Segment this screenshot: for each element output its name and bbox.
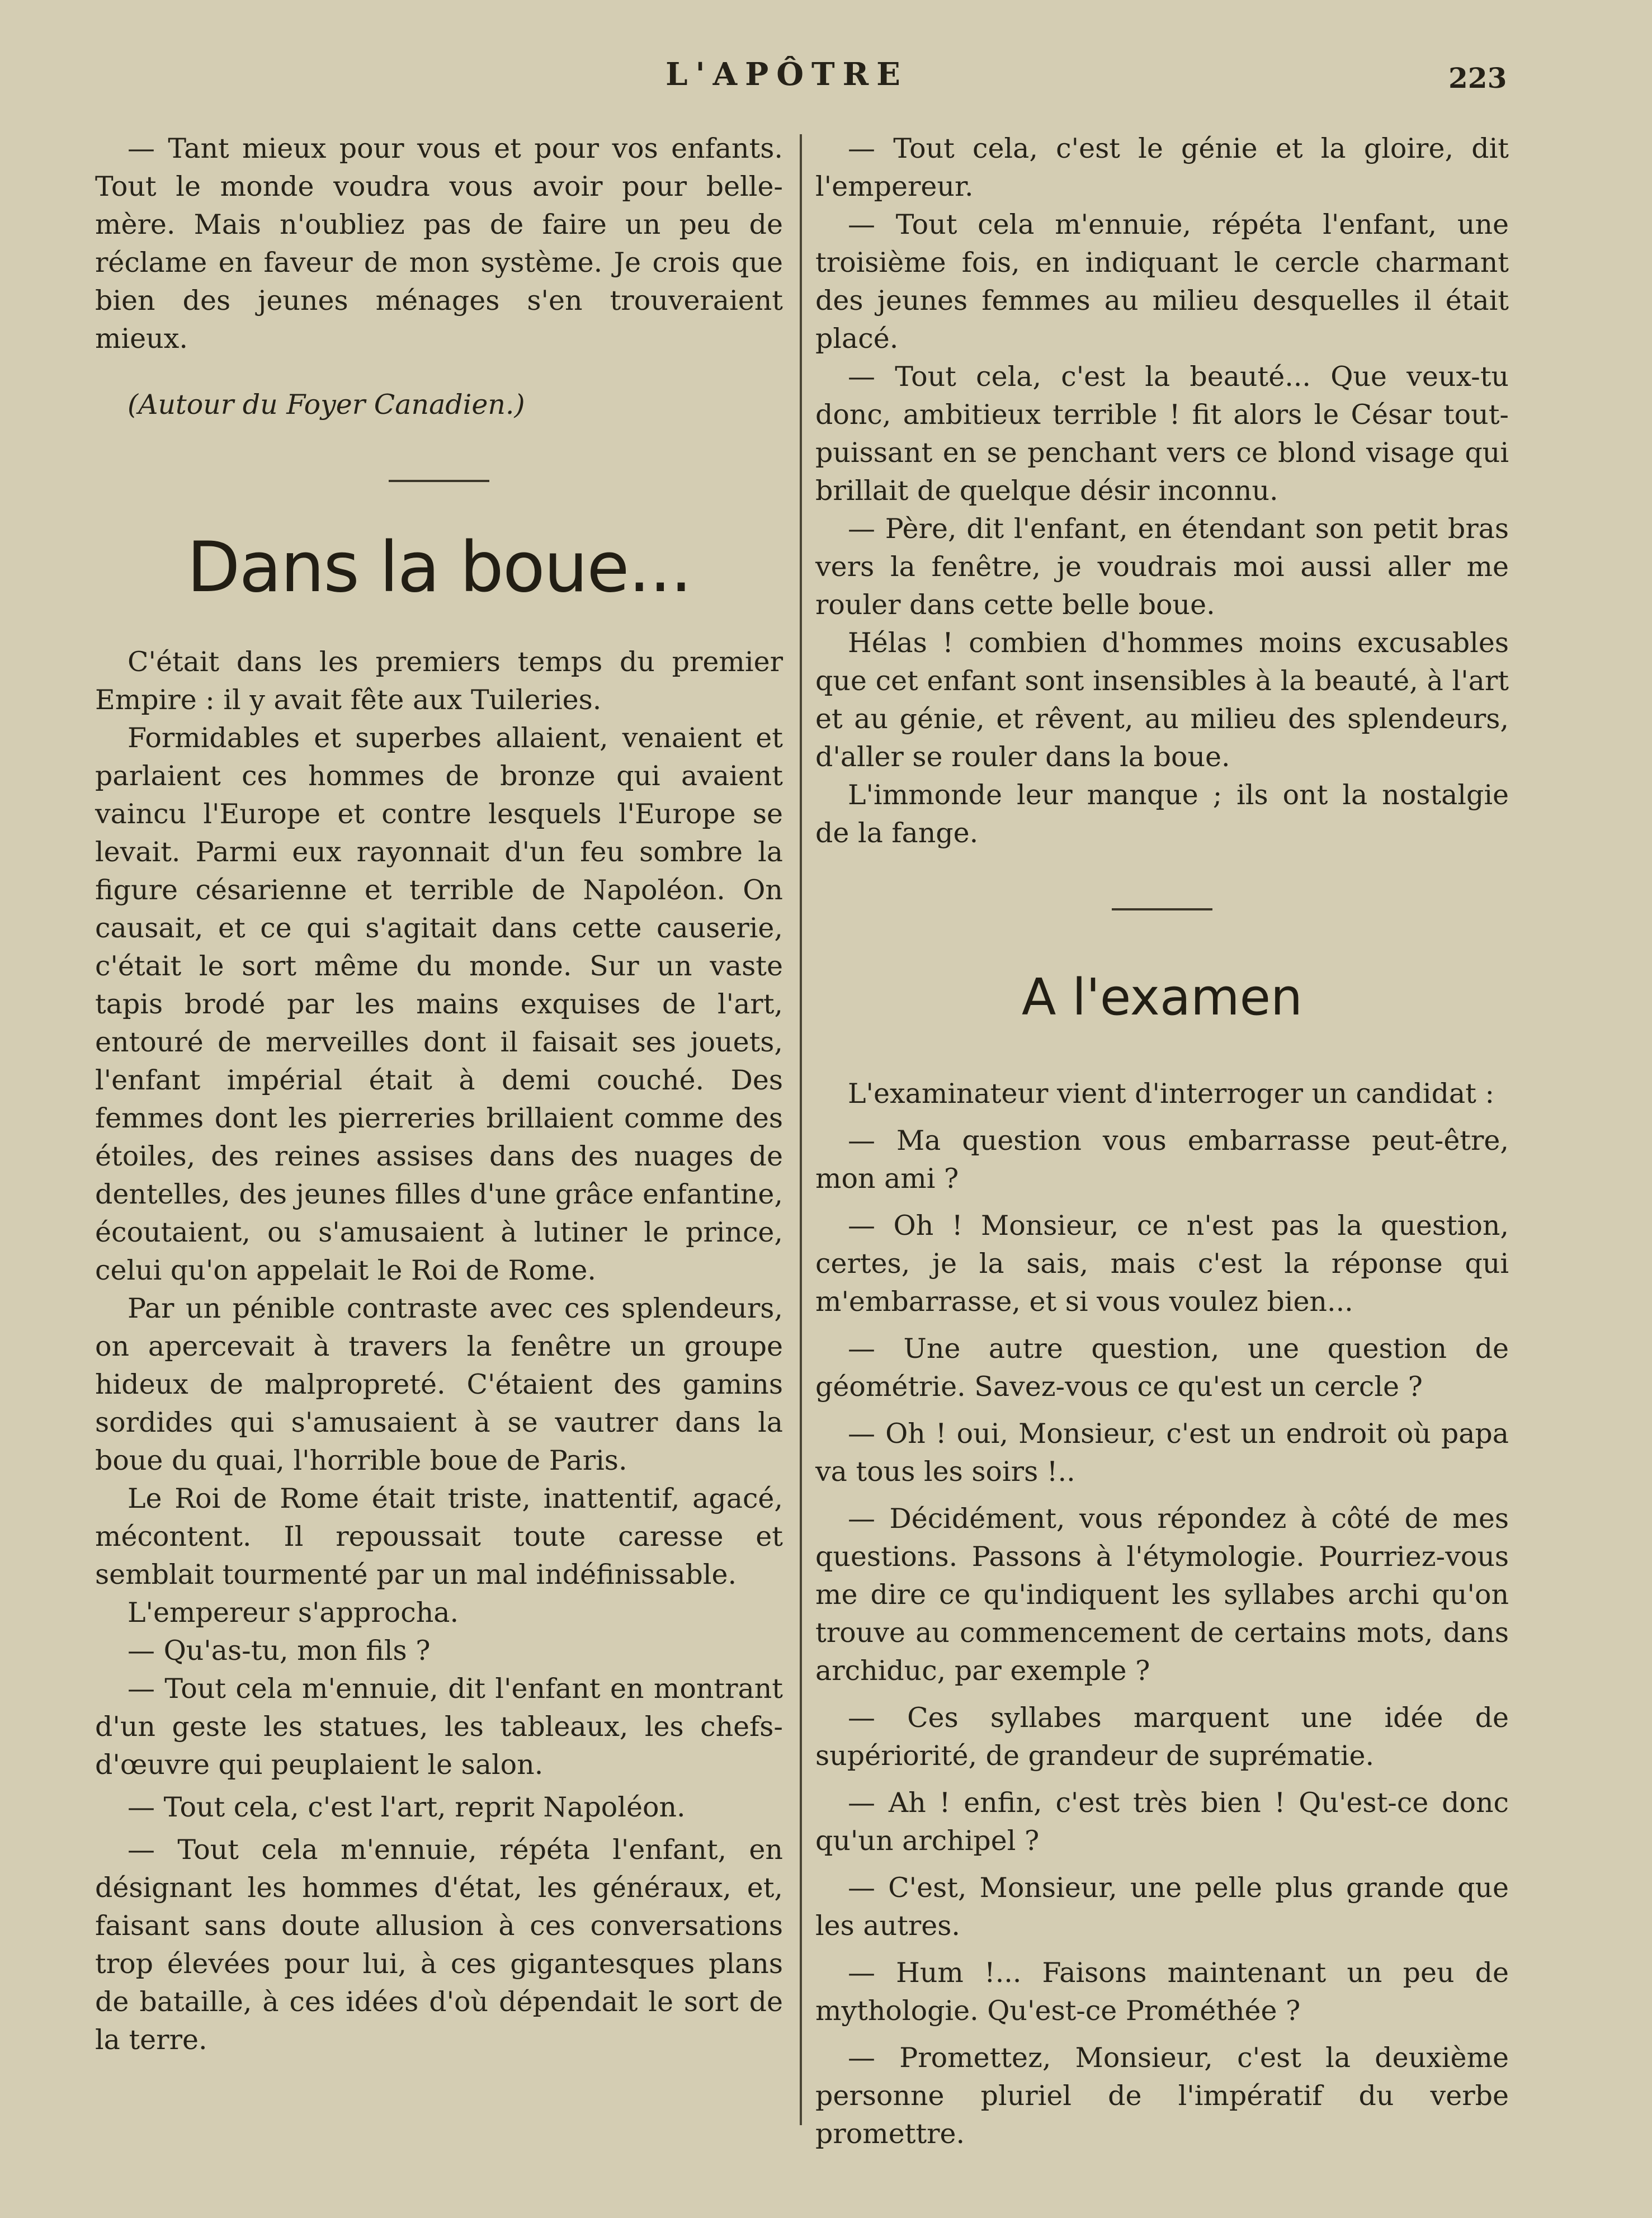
section-rule — [389, 480, 489, 482]
dialogue-paragraph: L'examinateur vient d'interroger un candidat : — [848, 1078, 1494, 1110]
section-rule — [1112, 908, 1212, 910]
article-paragraph: — Tout cela, c'est le génie et la gloire, dit l'empereur. — [815, 133, 1509, 202]
column-divider — [800, 134, 802, 2125]
dialogue-paragraph: — Oh ! Monsieur, ce n'est pas la question, certes, je la sais, mais c'est la réponse qui m'embarrasse, et si vous voulez bien... — [815, 1210, 1509, 1318]
intro-paragraph: — Tant mieux pour vous et pour vos enfants. Tout le monde voudra vous avoir pour belle-mère. Mais n'oubliez pas de faire un peu de réclame en faveur de mon système. Je crois que bien des jeunes ménages s'en trouveraient mieux. — [95, 133, 783, 355]
article-title-a-l-examen: A l'examen — [1021, 968, 1303, 1027]
article-paragraph: — Père, dit l'enfant, en étendant son petit bras vers la fenêtre, je voudrais moi aussi aller me rouler dans cette belle boue. — [815, 513, 1509, 621]
article-paragraph: Par un pénible contraste avec ces splendeurs, on apercevait à travers la fenêtre un groupe hideux de malpropreté. C'étaient des gamins sordides qui s'amusaient à se vautrer dans la boue du quai, l'horrible boue de Paris. — [95, 1292, 783, 1476]
article-paragraph: L'empereur s'approcha. — [128, 1597, 459, 1629]
dialogue-paragraph: — Promettez, Monsieur, c'est la deuxième personne pluriel de l'impératif du verbe promettre. — [815, 2042, 1509, 2150]
article-paragraph: Hélas ! combien d'hommes moins excusables que cet enfant sont insensibles à la beauté, à l'art et au génie, et rêvent, au milieu des splendeurs, d'aller se rouler dans la boue. — [815, 627, 1509, 773]
article-paragraph: — Tout cela, c'est l'art, reprit Napoléon. — [128, 1791, 686, 1823]
dialogue-paragraph: — Ma question vous embarrasse peut-être, mon ami ? — [815, 1125, 1509, 1195]
source-citation: (Autour du Foyer Canadien.) — [128, 389, 525, 421]
dialogue-paragraph: — Hum !... Faisons maintenant un peu de mythologie. Qu'est-ce Prométhée ? — [815, 1957, 1509, 2027]
right-column — [815, 130, 1509, 2153]
left-column — [95, 130, 783, 2059]
dialogue-paragraph: — Oh ! oui, Monsieur, c'est un endroit où papa va tous les soirs !.. — [815, 1418, 1509, 1488]
dialogue-paragraph: — Ah ! enfin, c'est très bien ! Qu'est-ce donc qu'un archipel ? — [815, 1787, 1509, 1857]
running-header-title: L'APÔTRE — [665, 56, 908, 93]
dialogue-paragraph: — C'est, Monsieur, une pelle plus grande que les autres. — [815, 1872, 1509, 1942]
article-paragraph: — Tout cela m'ennuie, répéta l'enfant, une troisième fois, en indiquant le cercle charmant des jeunes femmes au milieu desquelles il était placé. — [815, 209, 1509, 355]
article-paragraph: L'immonde leur manque ; ils ont la nostalgie de la fange. — [815, 779, 1509, 849]
article-paragraph: — Tout cela, c'est la beauté... Que veux-tu donc, ambitieux terrible ! fit alors le César tout-puissant en se penchant vers ce blond visage qui brillait de quelque désir inconnu. — [815, 361, 1509, 507]
article-paragraph: — Tout cela m'ennuie, dit l'enfant en montrant d'un geste les statues, les tableaux, les chefs-d'œuvre qui peuplaient le salon. — [95, 1673, 783, 1781]
dialogue-paragraph: — Une autre question, une question de géométrie. Savez-vous ce qu'est un cercle ? — [815, 1333, 1509, 1403]
article-paragraph: — Tout cela m'ennuie, répéta l'enfant, en désignant les hommes d'état, les généraux, et, faisant sans doute allusion à ces conversations trop élevées pour lui, à ces gigantesques plans de bataille, à ces idées d'où dépendait le sort de la terre. — [95, 1834, 783, 2056]
dialogue-paragraph: — Décidément, vous répondez à côté de mes questions. Passons à l'étymologie. Pourriez-vous me dire ce qu'indiquent les syllabes archi qu'on trouve au commencement de certains mots, dans archiduc, par exemple ? — [815, 1503, 1509, 1687]
dialogue-paragraph: — Ces syllabes marquent une idée de supériorité, de grandeur de suprématie. — [815, 1702, 1509, 1772]
article-paragraph: Le Roi de Rome était triste, inattentif, agacé, mécontent. Il repoussait toute caresse et semblait tourmenté par un mal indéfinissable. — [95, 1483, 783, 1591]
article-paragraph: — Qu'as-tu, mon fils ? — [128, 1635, 431, 1667]
article-paragraph: Formidables et superbes allaient, venaient et parlaient ces hommes de bronze qui avaient vaincu l'Europe et contre lesquels l'Europe se levait. Parmi eux rayonnait d'un feu sombre la figure césarienne et terrible de Napoléon. On causait, et ce qui s'agitait dans cette causerie, c'était le sort même du monde. Sur un vaste tapis brodé par les mains exquises de l'art, entouré de merveilles dont il faisait ses jouets, l'enfant impérial était à demi couché. Des femmes dont les pierreries brillaient comme des étoiles, des reines assises dans des nuages de dentelles, des jeunes filles d'une grâce enfantine, écoutaient, ou s'amusaient à lutiner le prince, celui qu'on appelait le Roi de Rome. — [95, 722, 783, 1286]
article-paragraph: C'était dans les premiers temps du premier Empire : il y avait fête aux Tuileries. — [95, 646, 783, 716]
page-number: 223 — [1448, 62, 1507, 95]
exam-dialogue — [815, 1075, 1509, 2153]
article-title-dans-la-boue: Dans la boue... — [187, 527, 691, 608]
